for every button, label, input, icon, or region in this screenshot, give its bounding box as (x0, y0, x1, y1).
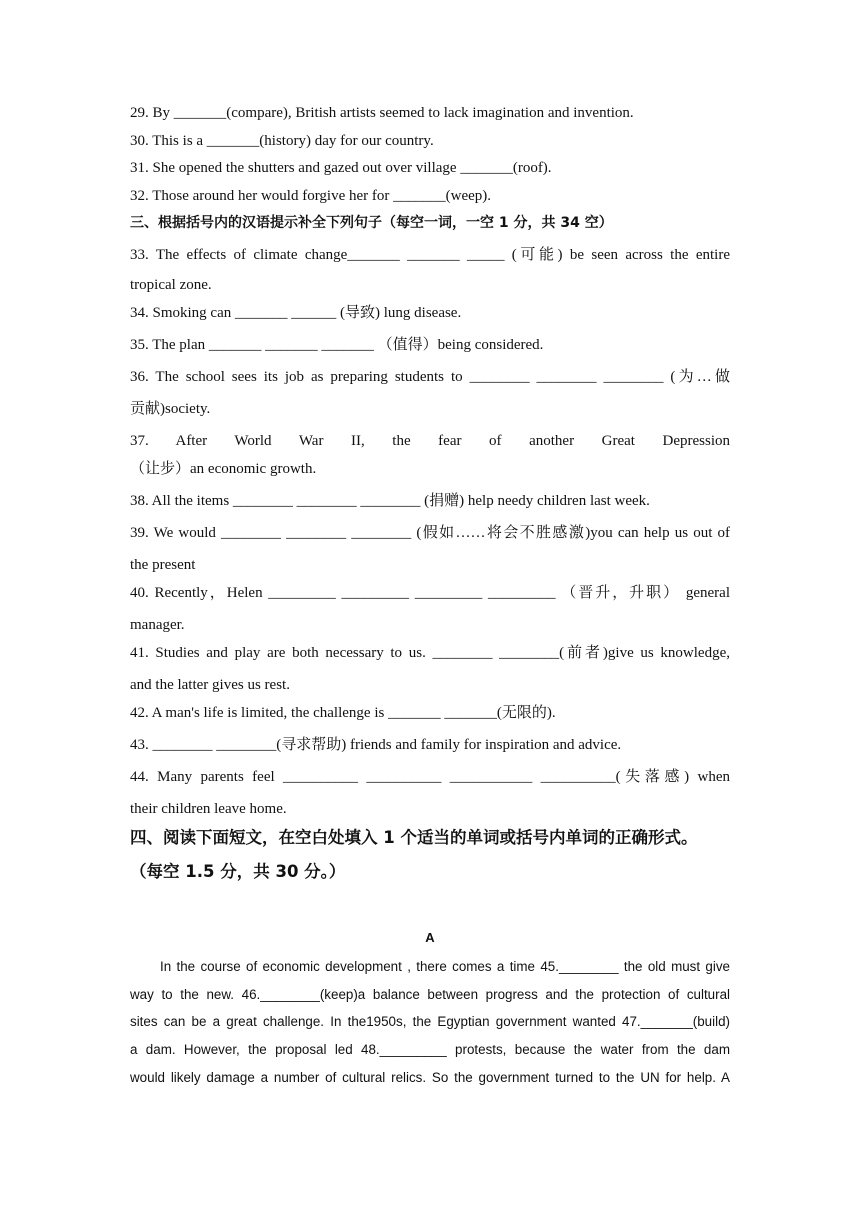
question-36: 36. The school sees its job as preparing students to ________ ________ ________ (为…做 (130, 369, 730, 385)
question-33-cont: tropical zone. (130, 277, 212, 293)
question-41: 41. Studies and play are both necessary to us. ________ ________(前者)give us knowledge, (130, 645, 730, 661)
question-32: 32. Those around her would forgive her for _______(weep). (130, 188, 492, 204)
question-33: 33. The effects of climate change_______ _______ _____ (可能) be seen across the entire (130, 247, 730, 263)
passage-line: would likely damage a number of cultural relics. So the government turned to the UN for help. A (130, 1070, 730, 1085)
question-36-cont: 贡献)society. (130, 401, 211, 417)
question-35: 35. The plan _______ _______ _______ （值得）being considered. (130, 337, 544, 353)
question-40-cont: manager. (130, 617, 185, 633)
question-42: 42. A man's life is limited, the challenge is _______ _______(无限的). (130, 705, 556, 721)
passage-line: sites can be a great challenge. In the1950s, the Egyptian government wanted 47._______(build) (130, 1014, 730, 1029)
section-3-heading: 三、根据括号内的汉语提示补全下列句子（每空一词，一空 1 分，共 34 空） (130, 215, 613, 231)
question-29: 29. By _______(compare), British artists seemed to lack imagination and invention. (130, 105, 634, 121)
section-4-heading: 四、阅读下面短文，在空白处填入 1 个适当的单词或括号内单词的正确形式。 (130, 828, 698, 847)
section-4-heading-cont: （每空 1.5 分，共 30 分。） (130, 862, 346, 881)
question-37: 37. After World War II, the fear of another Great Depression (130, 433, 730, 449)
question-41-cont: and the latter gives us rest. (130, 677, 290, 693)
passage-line: In the course of economic development , there comes a time 45.________ the old must give (160, 959, 730, 974)
passage-line: way to the new. 46.________(keep)a balance between progress and the protection of cultural (130, 987, 730, 1002)
question-30: 30. This is a _______(history) day for our country. (130, 133, 434, 149)
question-44-cont: their children leave home. (130, 801, 287, 817)
question-43: 43. ________ ________(寻求帮助) friends and family for inspiration and advice. (130, 737, 622, 753)
question-44: 44. Many parents feel __________ __________ ___________ __________(失落感) when (130, 769, 730, 785)
question-40: 40. Recently，Helen _________ _________ _________ _________ （晋升，升职） general (130, 585, 730, 601)
question-31: 31. She opened the shutters and gazed out over village _______(roof). (130, 160, 552, 176)
question-38: 38. All the items ________ ________ ________ (捐赠) help needy children last week. (130, 493, 650, 509)
question-37-cont: （让步）an economic growth. (130, 461, 317, 477)
question-34: 34. Smoking can _______ ______ (导致) lung disease. (130, 305, 462, 321)
passage-title: A (425, 930, 435, 945)
question-39: 39. We would ________ ________ ________ (假如……将会不胜感激)you can help us out of (130, 525, 730, 541)
passage-line: a dam. However, the proposal led 48._________ protests, because the water from the dam (130, 1042, 730, 1057)
question-39-cont: the present (130, 557, 196, 573)
